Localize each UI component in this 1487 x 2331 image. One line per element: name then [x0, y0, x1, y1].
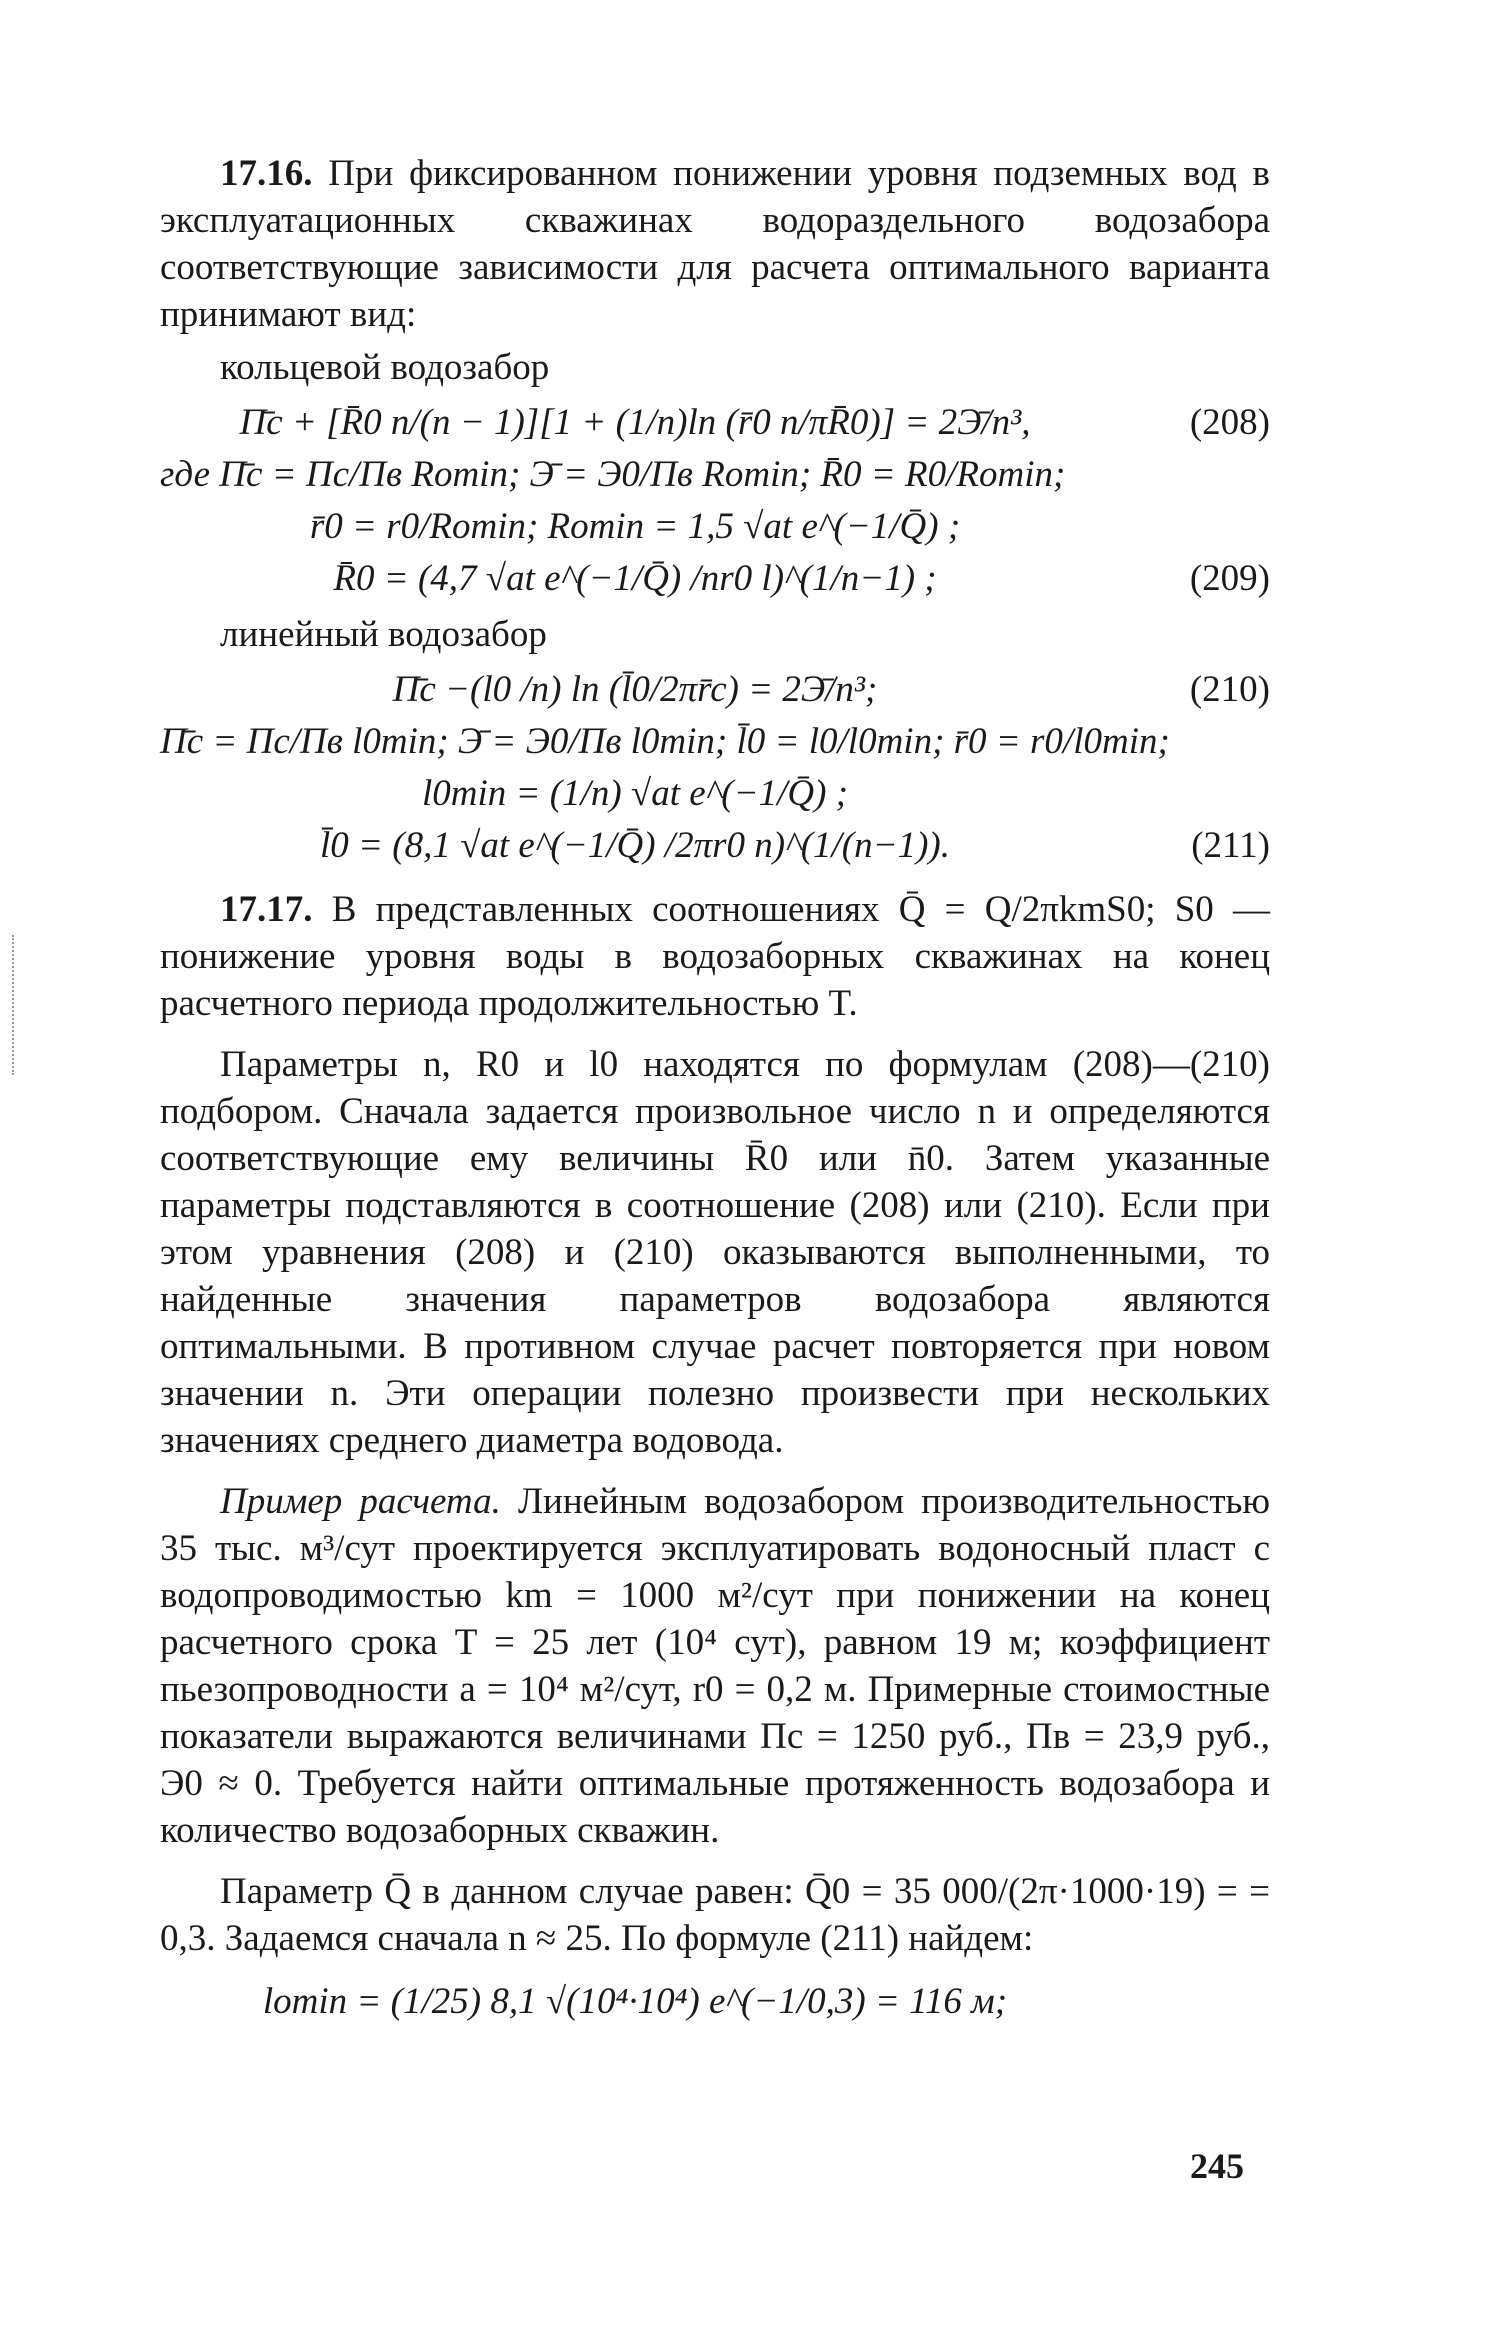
equation-211 — [160, 820, 1270, 872]
section-number-17-17: 17.17. — [220, 889, 313, 930]
equation-211-formula: l̄0 = (8,1 √at e^(−1/Q̄) /2πr0 n)^(1/(n−1)). — [320, 825, 950, 866]
lomin-definition — [160, 768, 1270, 820]
final-formula — [160, 1976, 1270, 2028]
equation-210 — [160, 664, 1270, 716]
margin-dots — [12, 935, 18, 1075]
parameters-paragraph: Параметры n, R0 и l0 находятся по формулам (208)—(210) подбором. Сначала задается произвольное число n и определяются соответствующие ему величины R̄0 или n̄0. Затем указанные параметры подставляются в соотношение (208) или (210). Если при этом уравнения (208) и (210) оказываются выполненными, то найденные значения параметров водозабора являются оптимальными. В противном случае расчет повторяется при новом значении n. Эти операции полезно произвести при нескольких значениях среднего диаметра водовода. — [160, 1044, 1270, 1461]
example-paragraph — [160, 1478, 1270, 1854]
page-body — [160, 150, 1270, 2028]
equation-209-formula: R̄0 = (4,7 √at e^(−1/Q̄) /nr0 l)^(1/n−1) ; — [333, 558, 937, 599]
where-definitions-text: где Π̄c = Πc/Πв Romin; Э̄ = Э0/Πв Romin; R̄0 = R0/Romin; — [160, 454, 1066, 495]
ring-intake-label: кольцевой водозабор — [220, 347, 550, 388]
paragraph-17-16 — [160, 150, 1270, 338]
r0-definitions — [160, 501, 1270, 553]
where-definitions — [160, 449, 1270, 501]
r0-definitions-text: r̄0 = r0/Romin; Romin = 1,5 √at e^(−1/Q̄) ; — [309, 506, 961, 547]
example-lead: Пример расчета. — [220, 1481, 501, 1522]
equation-209 — [160, 553, 1270, 605]
equation-210-number: (210) — [1189, 669, 1270, 710]
example-text: Линейным водозабором производительностью 35 тыс. м³/сут проектируется эксплуатировать водоносный пласт с водопроводимостью km = 1000 м²/сут при понижении на конец расчетного срока T = 25 лет (10⁴ сут), равном 19 м; коэффициент пьезопроводности a = 10⁴ м²/сут, r0 = 0,2 м. Примерные стоимостные показатели выражаются величинами Πc = 1250 руб., Πв = 23,9 руб., Э0 ≈ 0. Требуется найти оптимальные протяженность водозабора и количество водозаборных скважин. — [160, 1481, 1270, 1851]
page-number: 245 — [1190, 2146, 1244, 2186]
section-17-17-text: В представленных соотношениях Q̄ = Q/2πkmS0; S0 — понижение уровня воды в водозаборных скважинах на конец расчетного периода продолжительностью T. — [160, 889, 1270, 1024]
equation-209-number: (209) — [1189, 558, 1270, 599]
equation-210-formula: Π̄c −(l0 /n) ln (l̄0/2πr̄c) = 2Э̄/n³; — [392, 669, 878, 710]
linear-intake-label: линейный водозабор — [220, 614, 547, 655]
equation-208-number: (208) — [1189, 402, 1270, 443]
paragraph-17-17 — [160, 886, 1270, 1027]
equation-208-formula: Π̄c + [R̄0 n/(n − 1)][1 + (1/n)ln (r̄0 n/πR̄0)] = 2Э̄/n³, — [239, 402, 1031, 443]
equation-208 — [160, 397, 1270, 449]
linear-definitions-text: Π̄c = Πc/Πв l0min; Э̄ = Э0/Πв l0min; l̄0 = l0/l0min; r̄0 = r0/l0min; — [160, 721, 1170, 762]
equation-211-number: (211) — [1191, 825, 1270, 866]
parameter-q-paragraph: Параметр Q̄ в данном случае равен: Q̄0 = 35 000/(2π·1000·19) = = 0,3. Задаемся сначала n ≈ 25. По формуле (211) найдем: — [160, 1871, 1270, 1959]
linear-definitions — [160, 716, 1270, 768]
section-number-17-16: 17.16. — [220, 153, 313, 194]
section-17-16-text: При фиксированном понижении уровня подземных вод в эксплуатационных скважинах водораздельного водозабора соответствующие зависимости для расчета оптимального варианта принимают вид: — [160, 153, 1271, 335]
final-formula-text: lomin = (1/25) 8,1 √(10⁴·10⁴) e^(−1/0,3) = 116 м; — [262, 1981, 1008, 2022]
lomin-definition-text: l0min = (1/n) √at e^(−1/Q̄) ; — [422, 773, 848, 814]
